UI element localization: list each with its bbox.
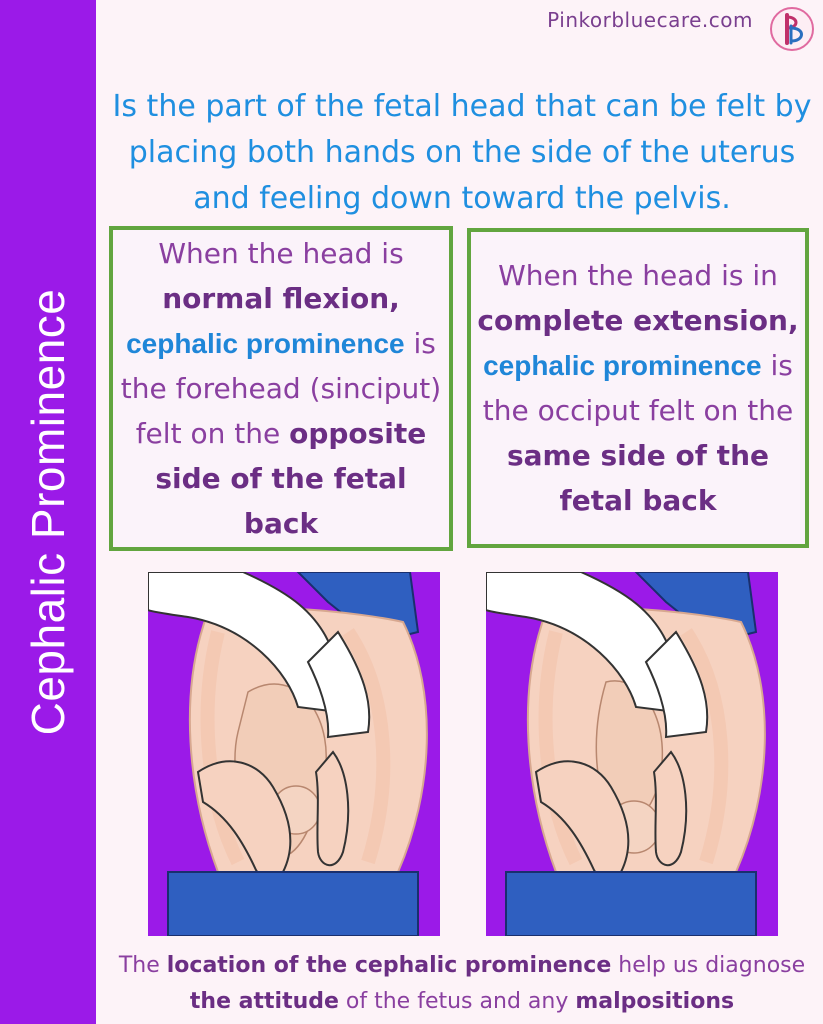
- side-band: [0, 0, 96, 1024]
- intro-text: Is the part of the fetal head that can be felt by placing both hands on the side of the uterus and feeling down toward the pelvis.: [112, 89, 812, 216]
- left-text-4: is the forehead (sinciput) felt on the: [120, 327, 442, 450]
- abdominal-palpation-flexion-illustration: [148, 572, 440, 936]
- complete-extension-box: [467, 228, 809, 548]
- normal-flexion-box: [109, 226, 453, 551]
- left-text-3: cephalic prominence: [126, 328, 405, 359]
- right-text-2: complete extension,: [477, 304, 799, 337]
- left-text-1: When the head is: [158, 237, 404, 270]
- left-text-5: opposite side of the fetal back: [155, 417, 427, 540]
- footer-text-4: the attitude: [189, 989, 339, 1014]
- footer-text-5: of the fetus and any: [338, 989, 576, 1014]
- right-text-5: same side of the fetal back: [507, 439, 769, 517]
- abdominal-palpation-extension-illustration: [486, 572, 778, 936]
- right-text-3: cephalic prominence: [483, 350, 762, 381]
- side-title: Cephalic Prominence: [22, 288, 74, 736]
- footer-text: [108, 948, 816, 1020]
- left-text-2: normal flexion,: [162, 282, 400, 315]
- footer-text-6: malpositions: [575, 989, 735, 1014]
- footer-text-2: location of the cephalic prominence: [166, 953, 612, 978]
- pinkorbluecare-logo-icon: [769, 6, 815, 52]
- complete-extension-text: [477, 253, 799, 523]
- site-name: Pinkorbluecare.com: [547, 8, 753, 32]
- footer-text-3: help us diagnose: [611, 953, 806, 978]
- right-text-1: When the head is in: [498, 259, 778, 292]
- right-text-4: is the occiput felt on the: [482, 349, 794, 427]
- footer-text-1: The: [118, 953, 167, 978]
- normal-flexion-text: [119, 231, 443, 546]
